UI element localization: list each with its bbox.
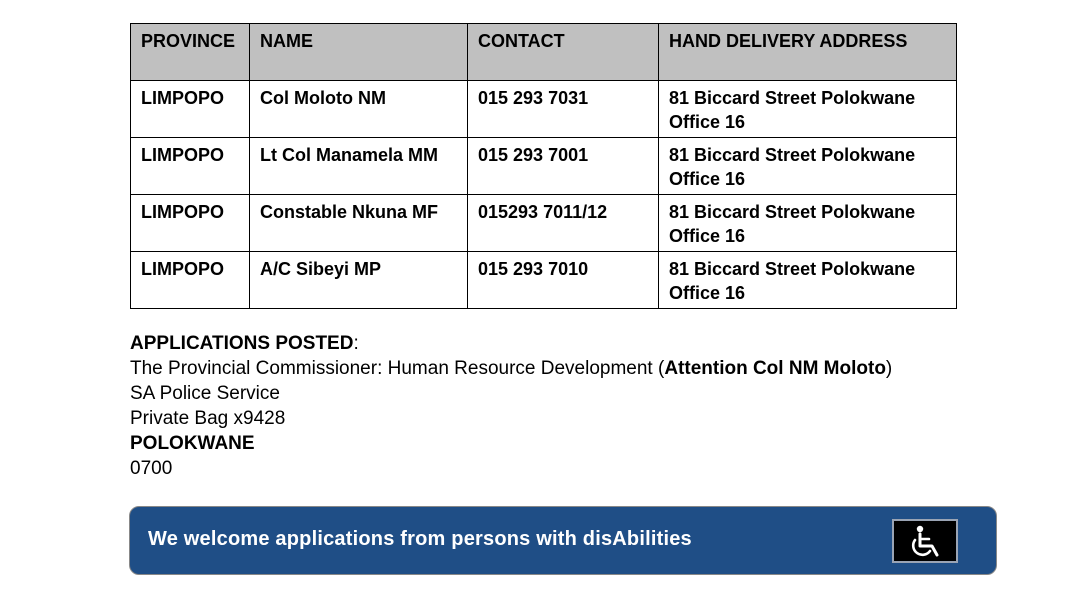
cell-address [659,252,957,309]
contacts-table [130,23,957,309]
cell-contact: 015 293 7010 [468,252,659,309]
table-row [131,252,957,309]
table-row [131,138,957,195]
cell-province: LIMPOPO [131,81,250,138]
cell-address [659,138,957,195]
wheelchair-icon [892,519,958,563]
table-header-row [131,24,957,81]
address-line: Office 16 [669,226,746,246]
cell-province: LIMPOPO [131,252,250,309]
address-line: Office 16 [669,283,746,303]
table-row [131,81,957,138]
cell-address [659,195,957,252]
address-line: Office 16 [669,112,746,132]
cell-name: A/C Sibeyi MP [250,252,468,309]
cell-contact: 015293 7011/12 [468,195,659,252]
posted-attention: Attention Col NM Moloto [664,358,886,379]
address-line: 81 Biccard Street Polokwane [669,88,916,108]
cell-name: Col Moloto NM [250,81,468,138]
cell-contact: 015 293 7001 [468,138,659,195]
header-contact: CONTACT [468,24,659,81]
header-name: NAME [250,24,468,81]
posted-line1-prefix: The Provincial Commissioner: Human Resource Development ( [130,358,665,379]
posted-heading-suffix: : [353,333,359,354]
cell-province: LIMPOPO [131,138,250,195]
posted-heading: APPLICATIONS POSTED [130,333,354,354]
address-line: 81 Biccard Street Polokwane [669,145,916,165]
header-province: PROVINCE [131,24,250,81]
posted-city: POLOKWANE [130,433,255,454]
applications-posted-block [130,331,892,481]
posted-line1-suffix: ) [885,358,893,379]
banner-text: We welcome applications from persons with disAbilities [148,528,692,550]
posted-address-line2: SA Police Service [130,383,280,404]
disability-banner [129,506,997,575]
table-row [131,195,957,252]
cell-name: Lt Col Manamela MM [250,138,468,195]
cell-address [659,81,957,138]
cell-name: Constable Nkuna MF [250,195,468,252]
address-line: 81 Biccard Street Polokwane [669,202,916,222]
cell-province: LIMPOPO [131,195,250,252]
posted-heading-line [130,331,892,356]
header-address: HAND DELIVERY ADDRESS [659,24,957,81]
posted-postal-code: 0700 [130,458,173,479]
address-line: 81 Biccard Street Polokwane [669,259,916,279]
posted-address-line1 [130,356,892,381]
address-line: Office 16 [669,169,746,189]
cell-contact: 015 293 7031 [468,81,659,138]
posted-address-line3: Private Bag x9428 [130,408,286,429]
